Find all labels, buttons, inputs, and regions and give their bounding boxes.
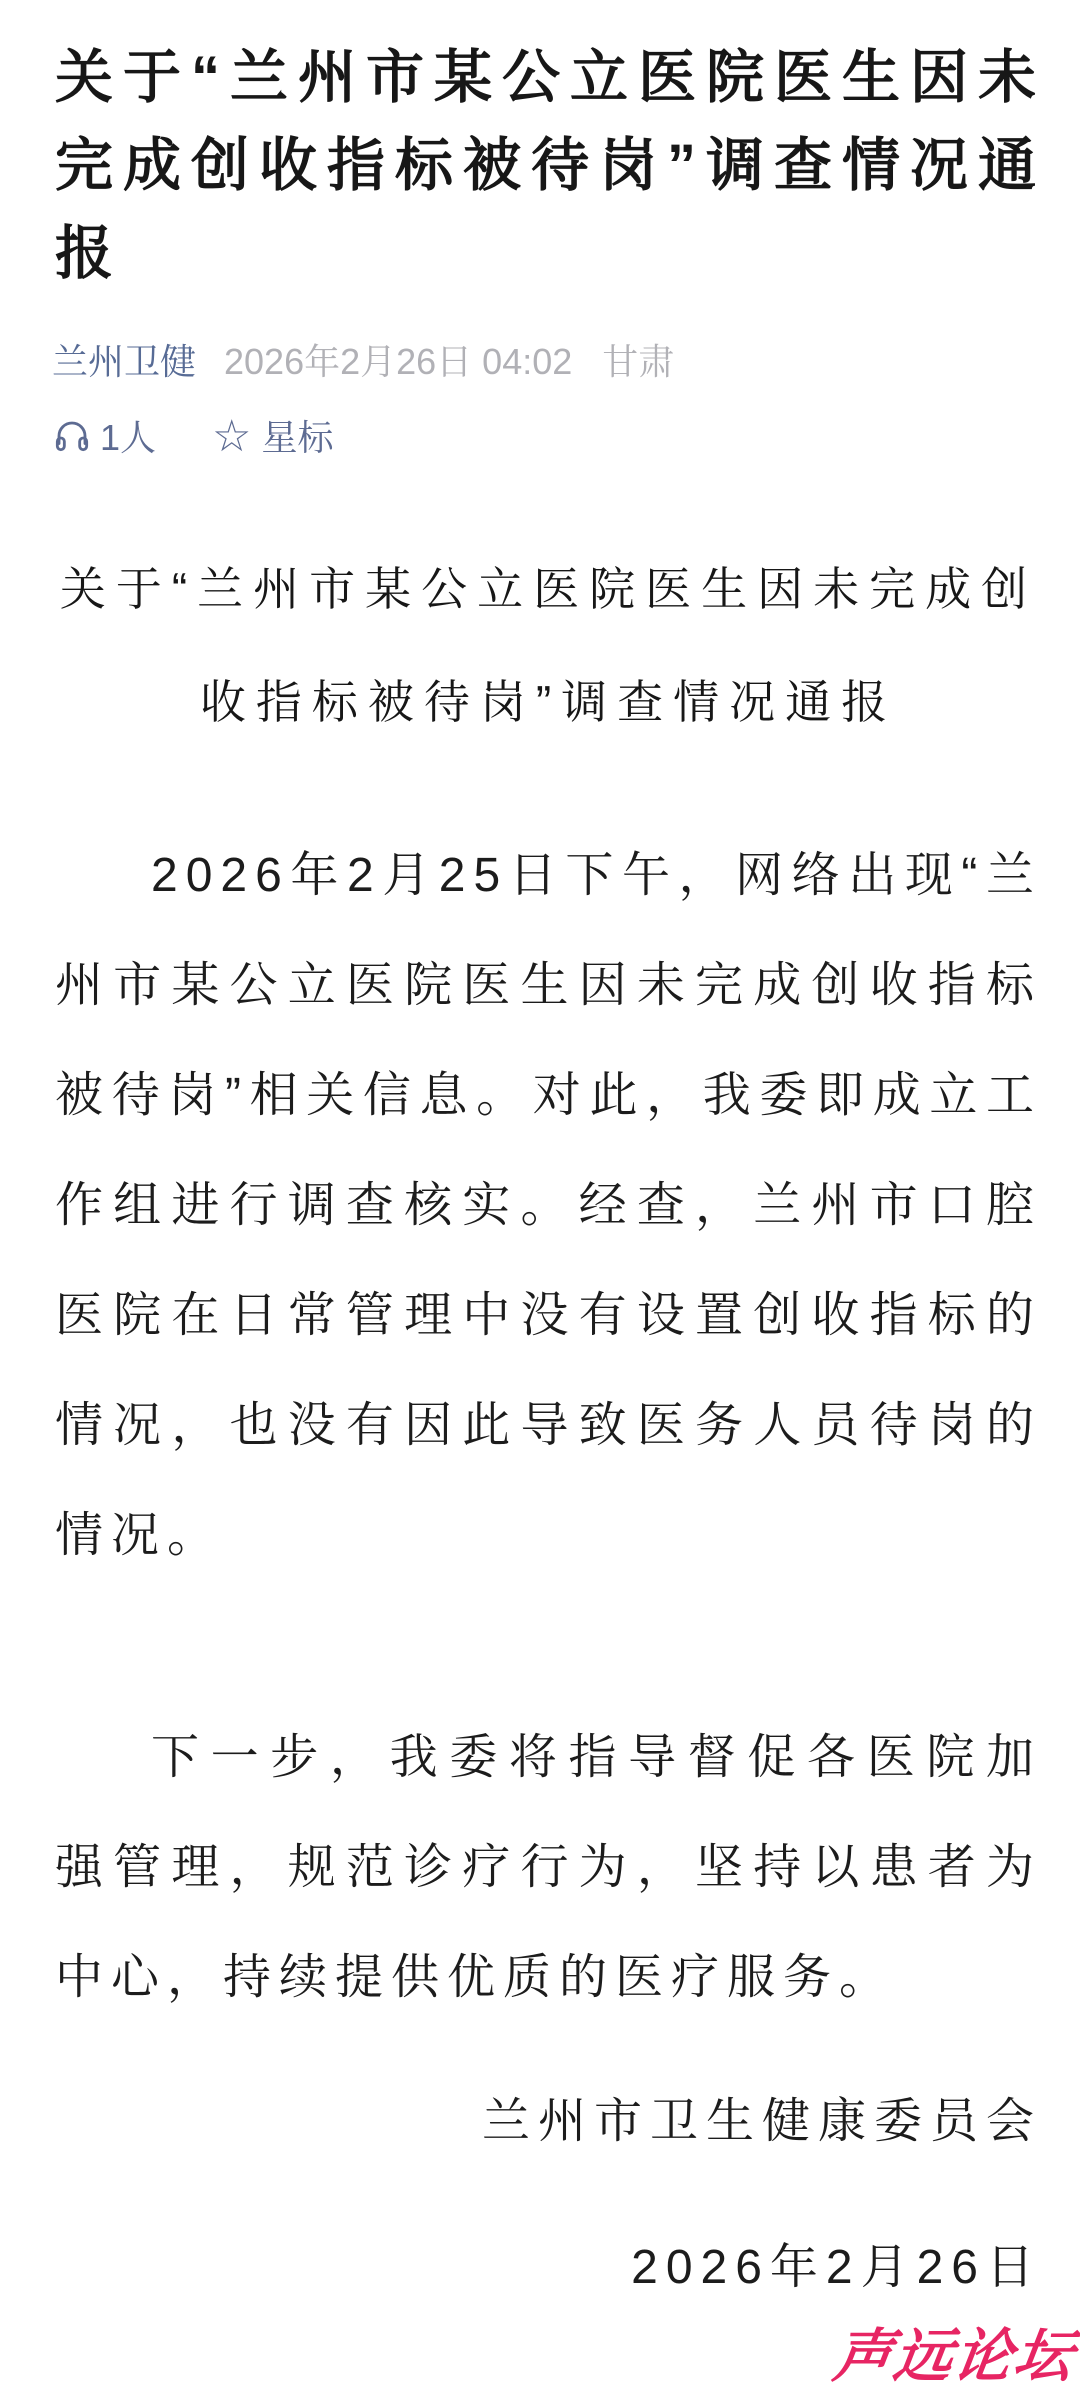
article-paragraph: 2026年2月25日下午，网络出现“兰州市某公立医院医生因未完成创收指标被待岗”相关信息。对此，我委即成立工作组进行调查核实。经查，兰州市口腔医院在日常管理中没有设置创收指标的情况，也没有因此导致医务人员待岗的情况。 (55, 849, 1042, 1562)
headphone-icon (52, 416, 92, 456)
publish-location: 甘肃 (602, 341, 675, 382)
page-title: 关于“兰州市某公立医院医生因未完成创收指标被待岗”调查情况通报 (55, 45, 1042, 286)
signature-date: 2026年2月26日 (631, 2241, 1042, 2294)
watermark-logo: 声远论坛 (829, 2324, 1079, 2389)
listen-button[interactable] (52, 410, 156, 461)
meta-row (52, 340, 1042, 384)
signature: 兰州市卫生健康委员会 (481, 2095, 1042, 2148)
star-label: 星标 (261, 417, 334, 458)
publish-datetime: 2026年2月26日 04:02 (224, 341, 573, 382)
article-heading: 关于“兰州市某公立医院医生因未完成创收指标被待岗”调查情况通报 (59, 563, 1038, 728)
account-link[interactable]: 兰州卫健 (52, 341, 197, 382)
star-icon: ☆ (212, 411, 252, 461)
article-body (55, 533, 1042, 2323)
article-paragraph: 下一步，我委将指导督促各医院加强管理，规范诊疗行为，坚持以患者为中心，持续提供优质的医疗服务。 (55, 1731, 1042, 2004)
listen-count: 1人 (100, 417, 157, 458)
listen-star-row (52, 410, 1042, 461)
star-button[interactable] (212, 410, 333, 461)
